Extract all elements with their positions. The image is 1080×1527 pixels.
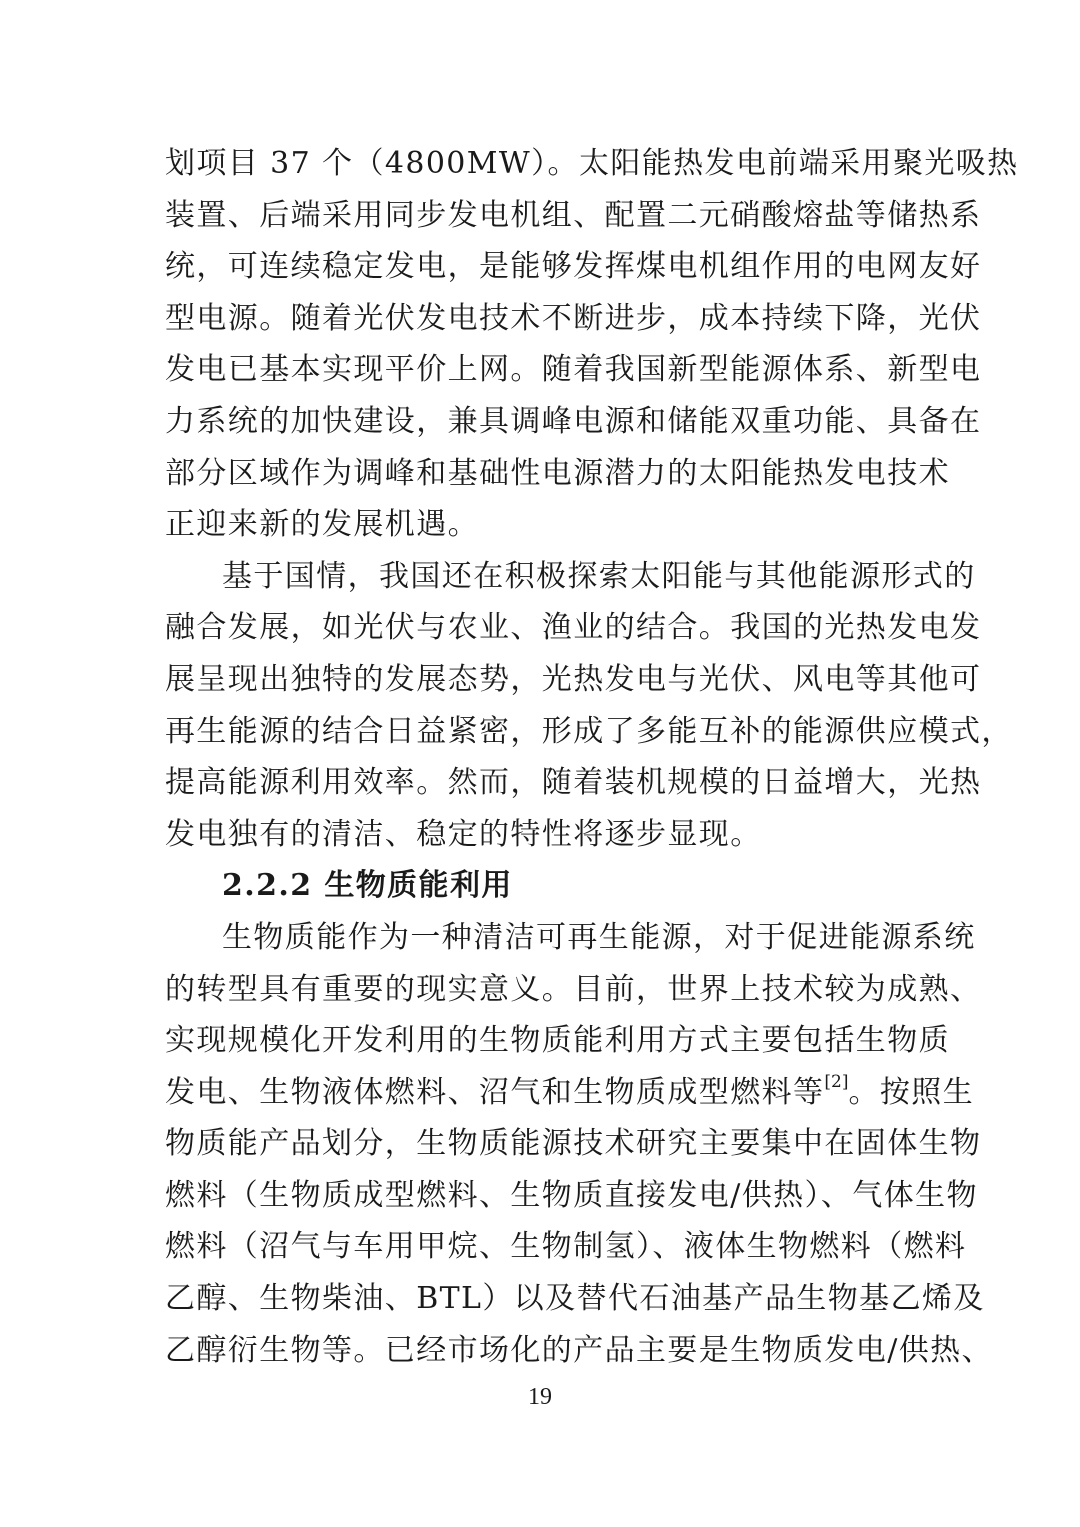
paragraph-line: 发电已基本实现平价上网。随着我国新型能源体系、新型电 xyxy=(165,352,982,388)
paragraph-line-text: 。按照生 xyxy=(848,1074,975,1110)
page-number: 19 xyxy=(528,1384,552,1410)
paragraph-line: 展呈现出独特的发展态势，光热发电与光伏、风电等其他可 xyxy=(165,661,982,697)
paragraph-line: 提高能源利用效率。然而，随着装机规模的日益增大，光热 xyxy=(165,765,982,801)
paragraph-line: 统，可连续稳定发电，是能够发挥煤电机组作用的电网友好 xyxy=(165,249,982,285)
paragraph-line: 物质能产品划分，生物质能源技术研究主要集中在固体生物 xyxy=(165,1126,982,1162)
body-text xyxy=(165,138,1019,1376)
paragraph-line: 乙醇、生物柴油、BTL）以及替代石油基产品生物基乙烯及 xyxy=(165,1281,985,1317)
paragraph-line: 划项目 37 个（4800MW）。太阳能热发电前端采用聚光吸热 xyxy=(165,146,1019,181)
paragraph-line: 融合发展，如光伏与农业、渔业的结合。我国的光热发电发 xyxy=(165,610,982,646)
paragraph-line: 发电独有的清洁、稳定的特性将逐步显现。 xyxy=(165,816,762,852)
paragraph-line-text: 发电、生物液体燃料、沼气和生物质成型燃料等 xyxy=(165,1074,825,1110)
paragraph-line: 部分区域作为调峰和基础性电源潜力的太阳能热发电技术 xyxy=(165,455,950,491)
paragraph-line: 燃料（生物质成型燃料、生物质直接发电/供热）、气体生物 xyxy=(165,1177,978,1213)
paragraph-line: 实现规模化开发利用的生物质能利用方式主要包括生物质 xyxy=(165,1023,950,1059)
paragraph-line: 型电源。随着光伏发电技术不断进步，成本持续下降，光伏 xyxy=(165,300,982,336)
paragraph-line: 正迎来新的发展机遇。 xyxy=(165,507,479,543)
section-heading: 2.2.2 生物质能利用 xyxy=(222,868,513,904)
paragraph-line: 力系统的加快建设，兼具调峰电源和储能双重功能、具备在 xyxy=(165,403,982,439)
paragraph-line: 装置、后端采用同步发电机组、配置二元硝酸熔盐等储热系 xyxy=(165,197,982,233)
paragraph-line: 的转型具有重要的现实意义。目前，世界上技术较为成熟、 xyxy=(165,971,982,1007)
paragraph-line: 生物质能作为一种清洁可再生能源，对于促进能源系统 xyxy=(222,919,976,955)
paragraph-line xyxy=(165,1067,975,1119)
paragraph-line: 基于国情，我国还在积极探索太阳能与其他能源形式的 xyxy=(222,558,976,594)
paragraph-line: 再生能源的结合日益紧密，形成了多能互补的能源供应模式， xyxy=(165,713,1013,749)
paragraph-line: 乙醇衍生物等。已经市场化的产品主要是生物质发电/供热、 xyxy=(165,1332,993,1368)
citation-reference: [2] xyxy=(824,1071,849,1092)
paragraph-line: 燃料（沼气与车用甲烷、生物制氢）、液体生物燃料（燃料 xyxy=(165,1229,967,1265)
